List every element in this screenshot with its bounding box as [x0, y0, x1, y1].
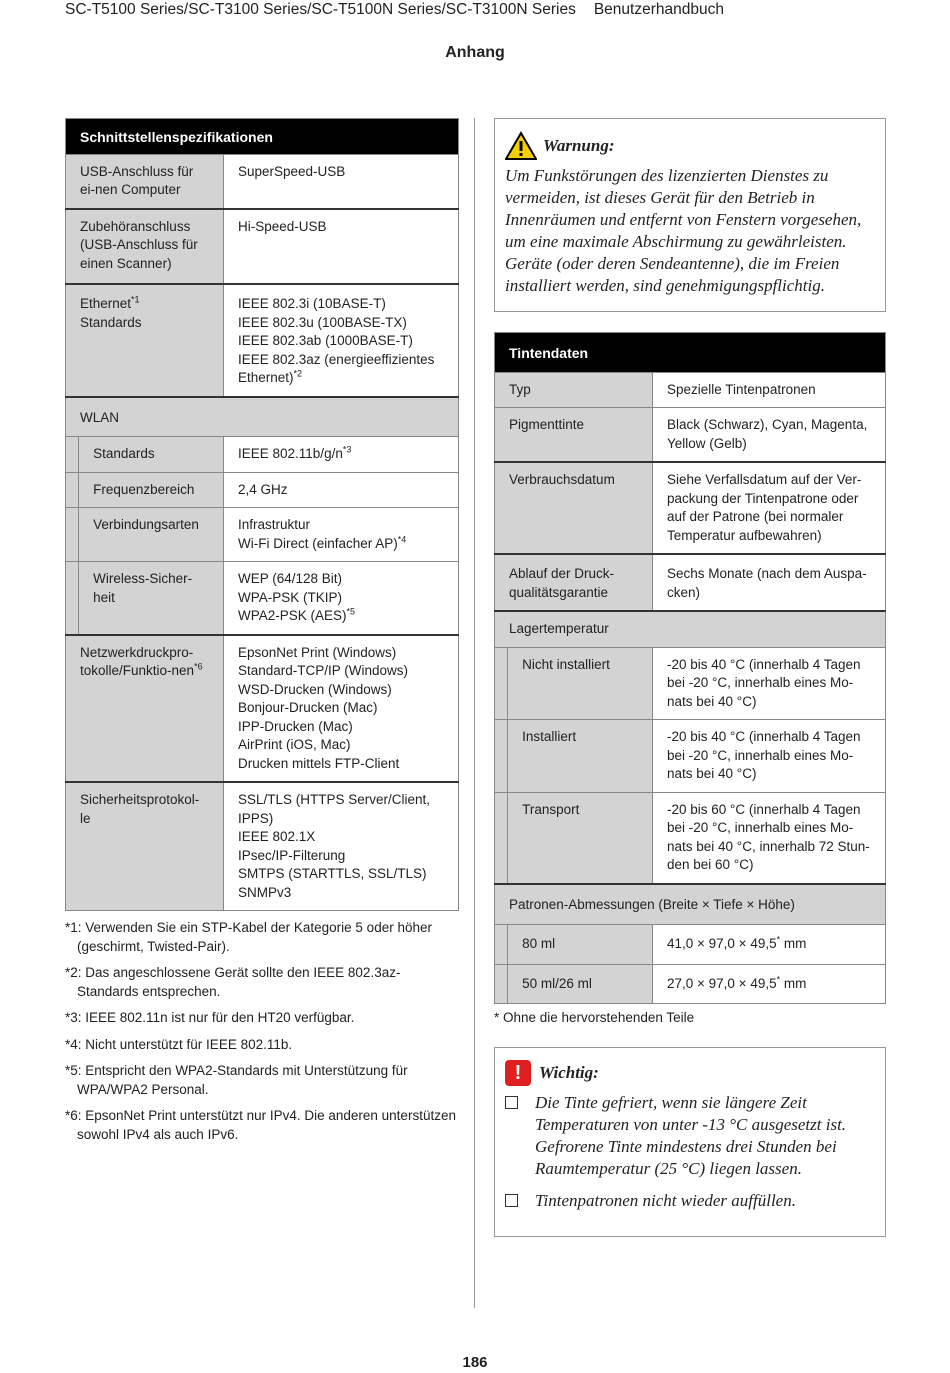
key-text: Netzwerkdruckpro-tokolle/Funktio-nen: [80, 644, 195, 678]
row-key: Standards: [79, 437, 224, 473]
exclamation-icon: !: [505, 1060, 531, 1086]
series-name: SC-T5100 Series/SC-T3100 Series/SC-T5100N Series/SC-T3100N Series: [65, 1, 576, 18]
page-number: 186: [462, 1354, 488, 1371]
table-title: Schnittstellenspezifikationen: [66, 119, 459, 155]
footnote-ref: *4: [397, 534, 407, 544]
warning-triangle-icon: [505, 131, 537, 161]
item-text: Die Tinte gefriert, wenn sie längere Zeit Temperaturen von unter -13 °C ausgesetzt ist. Gefrorene Tinte mindestens drei Stunden bei Raumtemperatur (25 °C) liegen lassen.: [535, 1093, 847, 1178]
value-line: SMTPS (STARTTLS, SSL/TLS): [238, 866, 427, 881]
row-value: [224, 635, 459, 783]
ink-data-table: [494, 332, 886, 1004]
footnote-ref: *1: [131, 294, 140, 305]
important-list: [505, 1092, 873, 1212]
footnote-ref: *: [776, 974, 781, 984]
key-text: Standards: [80, 314, 142, 330]
value-line: IEEE 802.3i (10BASE-T): [238, 296, 386, 311]
unit: mm: [780, 936, 807, 951]
value-line: 41,0 × 97,0 × 49,5: [667, 936, 777, 951]
row-key: Wireless-Sicher-heit: [79, 562, 224, 635]
value-line: Wi-Fi Direct (einfacher AP): [238, 535, 398, 551]
row-value: -20 bis 40 °C (innerhalb 4 Tagen bei -20 °C, innerhalb eines Mo-nats bei 40 °C): [653, 720, 886, 793]
value-line: EpsonNet Print (Windows): [238, 644, 397, 660]
value-line: WSD-Drucken (Windows): [238, 681, 392, 697]
value-line: IEEE 802.3az (energieeffizientes Ethernet): [238, 351, 435, 385]
row-value: [224, 508, 459, 562]
warning-text: Um Funkstörungen des lizenzierten Dienstes zu vermeiden, ist dieses Gerät für den Betrieb in Innenräumen und entfernt von Fenstern vorgesehen, um eine maximale Abschirmung zu gewährleisten. Geräte (oder deren Sendeantenne), die im Freien installiert werden, sind genehmigungspflichtig.: [505, 166, 862, 295]
footnote-ref: *: [776, 934, 781, 945]
footnote: *4: Nicht unterstützt für IEEE 802.11b.: [65, 1036, 293, 1052]
footnote: *6: EpsonNet Print unterstützt nur IPv4. Die anderen unterstützen sowohl IPv4 als auch IPv6.: [65, 1108, 456, 1142]
indent: [495, 720, 508, 793]
row-value: [653, 964, 886, 1004]
interface-spec-table: [65, 118, 459, 911]
footnote-ref: *3: [342, 444, 352, 455]
row-value: Hi-Speed-USB: [224, 209, 459, 285]
row-value: 2,4 GHz: [224, 472, 459, 508]
warning-title: [505, 131, 873, 161]
row-key: Typ: [495, 372, 653, 408]
section-title: Anhang: [445, 44, 505, 61]
ink-footnote: * Ohne die hervorstehenden Teile: [494, 1010, 695, 1025]
table-title: Tintendaten: [495, 333, 886, 373]
item-text: Tintenpatronen nicht wieder auffüllen.: [535, 1191, 796, 1210]
row-key: Installiert: [508, 720, 653, 793]
row-value: [224, 562, 459, 635]
row-key: Pigmenttinte: [495, 408, 653, 463]
value-line: AirPrint (iOS, Mac): [238, 737, 351, 752]
group-header: Lagertemperatur: [495, 611, 886, 647]
indent: [66, 472, 79, 508]
doc-name: Benutzerhandbuch: [593, 1, 724, 18]
key-text: Ethernet: [80, 296, 132, 311]
important-title: [505, 1060, 873, 1086]
row-key: Nicht installiert: [508, 647, 653, 720]
group-header: Patronen-Abmessungen (Breite × Tiefe × Höhe): [495, 884, 886, 925]
value-line: SSL/TLS (HTTPS Server/Client, IPPS): [238, 792, 431, 826]
running-header: [65, 0, 724, 20]
footnote-ref: *6: [194, 661, 203, 672]
value-line: Bonjour-Drucken (Mac): [238, 700, 378, 715]
row-key: [66, 284, 224, 397]
value-line: WPA2-PSK (AES): [238, 608, 347, 623]
row-value: [224, 782, 459, 911]
row-key: Verbrauchsdatum: [495, 462, 653, 554]
value-line: WPA-PSK (TKIP): [238, 589, 343, 605]
row-value: Siehe Verfallsdatum auf der Ver-packung der Tintenpatrone oder auf der Patrone (bei normaler Temperatur aufbewahren): [653, 462, 886, 554]
row-value: Black (Schwarz), Cyan, Magenta, Yellow (Gelb): [653, 408, 886, 463]
indent: [495, 647, 508, 720]
row-key: 50 ml/26 ml: [508, 964, 653, 1004]
row-key: Zubehöranschluss (USB-Anschluss für einen Scanner): [66, 209, 224, 285]
footnote-ref: *2: [293, 368, 303, 379]
list-item: [505, 1092, 873, 1180]
row-key: USB-Anschluss für ei-nen Computer: [66, 154, 224, 209]
value-line: IPsec/IP-Filterung: [238, 847, 346, 863]
row-value: -20 bis 60 °C (innerhalb 4 Tagen bei -20 °C, innerhalb eines Mo-nats bei 40 °C, innerhalb 72 Stun-den bei 60 °C): [653, 792, 886, 884]
footnotes: [65, 919, 459, 1144]
footnote: *2: Das angeschlossene Gerät sollte den IEEE 802.3az-Standards entsprechen.: [65, 965, 401, 999]
important-label: Wichtig:: [539, 1063, 599, 1082]
group-header: WLAN: [66, 397, 459, 437]
footnote: *3: IEEE 802.11n ist nur für den HT20 verfügbar.: [65, 1010, 355, 1025]
row-key: Verbindungsarten: [79, 508, 224, 562]
footnote: *1: Verwenden Sie ein STP-Kabel der Kategorie 5 oder höher (geschirmt, Twisted-Pair).: [65, 920, 432, 954]
value-line: IEEE 802.3ab (1000BASE-T): [238, 333, 413, 348]
unit: mm: [780, 975, 807, 991]
row-key: Frequenzbereich: [79, 472, 224, 508]
value-line: IEEE 802.3u (100BASE-TX): [238, 314, 407, 330]
indent: [495, 925, 508, 965]
value-line: IEEE 802.11b/g/n: [238, 446, 343, 461]
warning-box: [494, 118, 886, 312]
row-key: 80 ml: [508, 925, 653, 965]
row-key: [66, 635, 224, 783]
column-divider: [474, 118, 475, 1308]
list-item: [505, 1190, 873, 1212]
value-line: WEP (64/128 Bit): [238, 571, 343, 586]
row-value: Sechs Monate (nach dem Auspa-cken): [653, 554, 886, 611]
checkbox-bullet-icon: [505, 1194, 518, 1207]
row-value: -20 bis 40 °C (innerhalb 4 Tagen bei -20 °C, innerhalb eines Mo-nats bei 40 °C): [653, 647, 886, 720]
row-key: Transport: [508, 792, 653, 884]
value-line: 27,0 × 97,0 × 49,5: [667, 975, 777, 991]
right-column: [494, 118, 886, 1237]
indent: [66, 508, 79, 562]
row-value: [224, 437, 459, 473]
value-line: Standard-TCP/IP (Windows): [238, 663, 409, 678]
footnote-ref: *5: [346, 606, 356, 617]
row-value: Spezielle Tintenpatronen: [653, 372, 886, 408]
row-value: [224, 284, 459, 397]
value-line: IPP-Drucken (Mac): [238, 718, 353, 734]
row-key: Ablauf der Druck-qualitätsgarantie: [495, 554, 653, 611]
indent: [495, 964, 508, 1004]
row-value: SuperSpeed-USB: [224, 154, 459, 209]
row-value: [653, 925, 886, 965]
indent: [495, 792, 508, 884]
important-box: [494, 1047, 886, 1237]
value-line: SNMPv3: [238, 884, 292, 900]
indent: [66, 562, 79, 635]
checkbox-bullet-icon: [505, 1096, 518, 1109]
left-column: [65, 118, 459, 1152]
value-line: IEEE 802.1X: [238, 829, 316, 844]
warning-label: Warnung:: [543, 136, 615, 155]
indent: [66, 437, 79, 473]
value-line: Infrastruktur: [238, 517, 311, 532]
row-key: Sicherheitsprotokol-le: [66, 782, 224, 911]
value-line: Drucken mittels FTP-Client: [238, 755, 400, 771]
footnote: *5: Entspricht den WPA2-Standards mit Unterstützung für WPA/WPA2 Personal.: [65, 1063, 408, 1097]
